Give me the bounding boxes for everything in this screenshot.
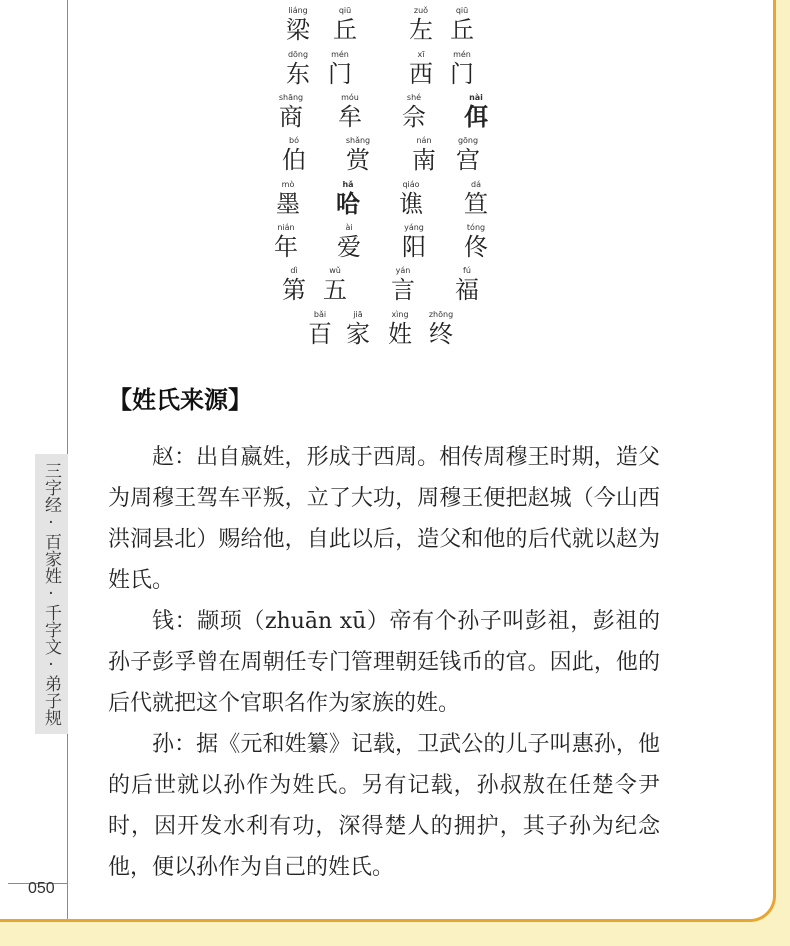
- paragraph: 钱：颛顼（zhuān xū）帝有个孙子叫彭祖，彭祖的孙子彭孚曾在周朝任专门管理朝廷钱币的官。因此，他的后代就把这个官职名作为家族的姓。: [108, 609, 660, 716]
- verse-char: zuǒ 左: [409, 6, 433, 44]
- verse-char: qiū 丘: [450, 6, 474, 44]
- verse-char: bó 伯: [282, 136, 306, 174]
- page-number: 050: [28, 880, 55, 897]
- verse-char: tóng 佟: [464, 223, 488, 261]
- verse-char: gōng 宫: [456, 136, 480, 174]
- body-text: [108, 437, 660, 888]
- verse-char: mén 门: [328, 50, 352, 88]
- verse-char: qiū 丘: [333, 6, 357, 44]
- verse-char: fú 福: [455, 266, 479, 304]
- verse-char: qiáo 谯: [399, 180, 423, 218]
- verse-char: mén 门: [450, 50, 474, 88]
- verse-char: dá 笪: [464, 180, 488, 218]
- paragraph: 赵：出自嬴姓，形成于西周。相传周穆王时期，造父为周穆王驾车平叛，立了大功，周穆王便把赵城（今山西洪洞县北）赐给他，自此以后，造父和他的后代就以赵为姓氏。: [108, 445, 660, 593]
- verse-char: shāng 商: [278, 93, 304, 131]
- verse-char: wǔ 五: [323, 266, 347, 304]
- verse-char: dōng 东: [286, 50, 310, 88]
- verse-char: yáng 阳: [402, 223, 426, 261]
- paragraph: 孙：据《元和姓纂》记载，卫武公的儿子叫惠孙，他的后世就以孙作为姓氏。另有记载，孙叔敖在任楚令尹时，因开发水利有功，深得楚人的拥护，其子孙为纪念他，便以孙作为自己的姓氏。: [108, 732, 660, 880]
- verse-char: nài 佴: [464, 93, 488, 131]
- verse-char: liáng 梁: [286, 6, 310, 44]
- verse-char: shǎng 赏: [345, 136, 371, 174]
- verse-char: móu 牟: [338, 93, 362, 131]
- section-heading: 【姓氏来源】: [108, 385, 252, 414]
- verse-char: jiā 家: [346, 310, 370, 348]
- verse-char: ài 爱: [337, 223, 361, 261]
- verse-char: nán 南: [412, 136, 436, 174]
- verse-char: shé 佘: [402, 93, 426, 131]
- verse-char: yán 言: [391, 266, 415, 304]
- verse-char: bǎi 百: [308, 310, 332, 348]
- pinyin-verse-block: [0, 0, 790, 360]
- verse-char: xī 西: [409, 50, 433, 88]
- verse-char: hǎ 哈: [336, 180, 360, 218]
- verse-char: zhōng 终: [428, 310, 454, 348]
- side-book-title: 三字经·百家姓·千字文·弟子规: [35, 454, 68, 734]
- verse-char: xìng 姓: [388, 310, 412, 348]
- verse-char: mò 墨: [276, 180, 300, 218]
- verse-char: dì 第: [282, 266, 306, 304]
- verse-char: nián 年: [274, 223, 298, 261]
